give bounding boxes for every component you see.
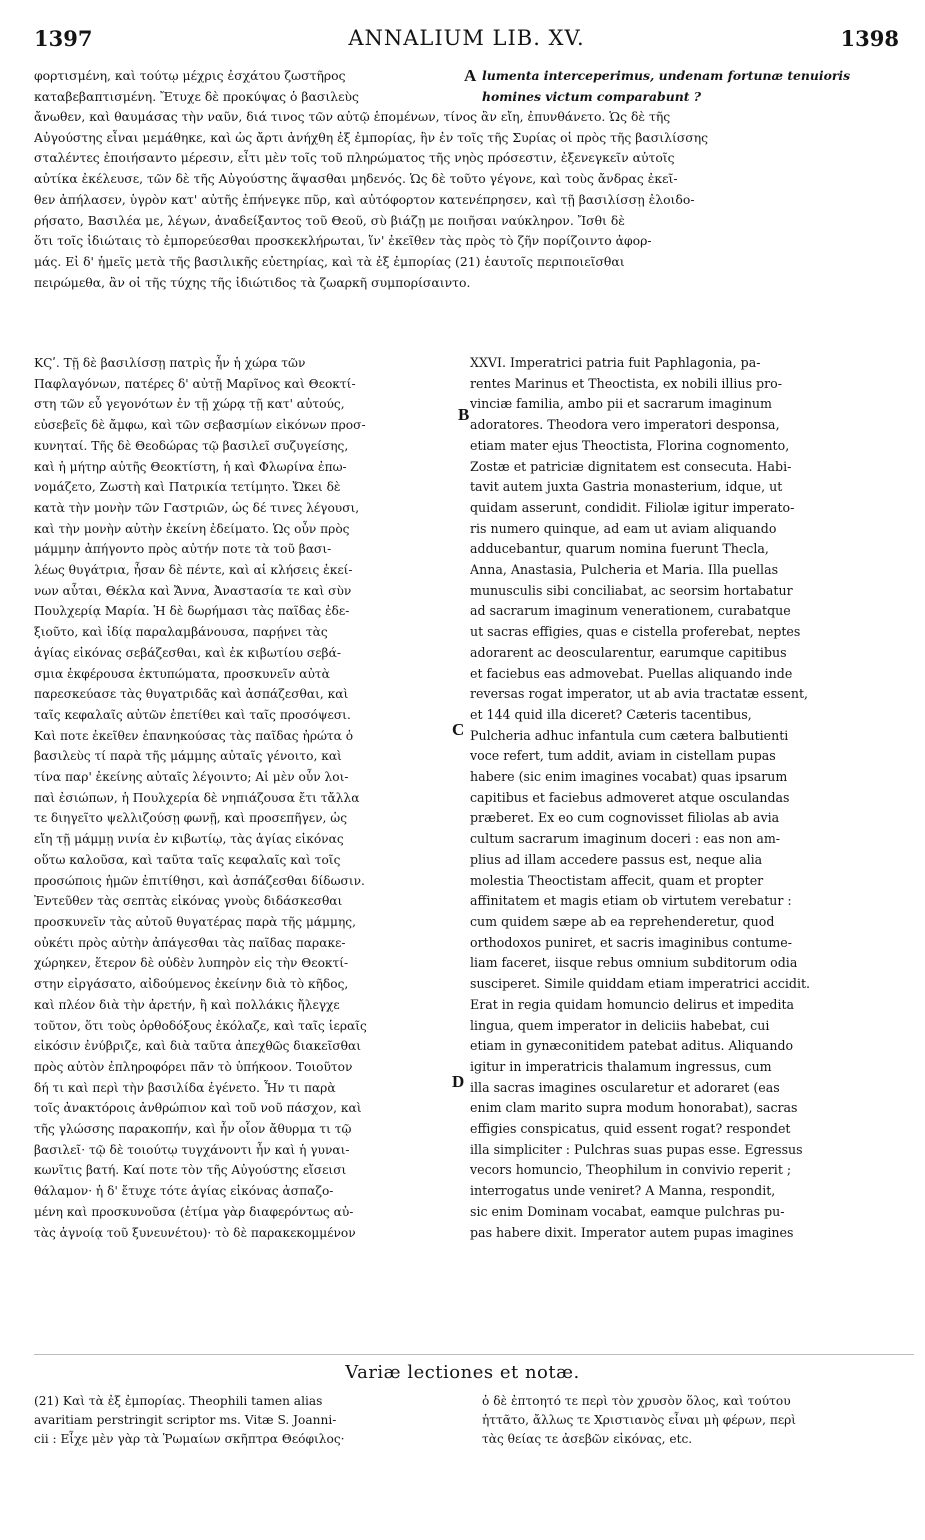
text-line: affinitatem et magis etiam ob virtutem verebatur : bbox=[470, 893, 792, 909]
text-line: illa sacras imagines oscularetur et adoraret (eas bbox=[470, 1079, 780, 1095]
text-line: βασιλεὺς τί παρὰ τῆς μάμμης αὐταῖς γένοιτο, καὶ bbox=[34, 749, 342, 764]
text-line: καὶ πλέον διὰ τὴν ἀρετήν, ἢ καὶ πολλάκις ἤλεγχε bbox=[34, 997, 340, 1012]
text-line: enim clam marito supra modum honorabat), sacras bbox=[470, 1100, 798, 1116]
text-line: adducebantur, quarum nomina fuerunt Thecla, bbox=[470, 541, 769, 557]
text-line: τῆς γλώσσης παρακοπήν, καὶ ἦν οἷον ἄθυρμα τι τῷ bbox=[34, 1122, 352, 1137]
text-line: καταβεβαπτισμένη. Ἔτυχε δὲ προκύψας ὁ βασιλεὺς bbox=[34, 88, 359, 104]
text-line: molestia Theoctistam affecit, quam et propter bbox=[470, 872, 764, 888]
text-line: quidam asserunt, condidit. Filiolæ igitur imperato- bbox=[470, 499, 795, 515]
text-line: adorarent ac deoscularentur, earumque capitibus bbox=[470, 644, 787, 660]
text-line: εἰκόσιν ἐνύβριζε, καὶ διὰ ταῦτα ἀπεχθῶς διακεῖσθαι bbox=[34, 1039, 362, 1054]
text-line: et faciebus eas admovebat. Puellas aliquando inde bbox=[470, 665, 793, 681]
text-line: etiam mater ejus Theoctista, Florina cognomento, bbox=[470, 437, 790, 453]
text-line: vinciæ familia, ambo pii et sacrarum imaginum bbox=[470, 396, 772, 412]
text-line: illa simpliciter : Pulchras suas pupas esse. Egressus bbox=[470, 1141, 803, 1157]
text-line: καὶ τὴν μονὴν αὐτὴν ἐκείνη ἐδείματο. Ὡς οὖν πρὸς bbox=[34, 521, 350, 536]
text-line: vecors homuncio, Theophilum in convivio reperit ; bbox=[470, 1162, 792, 1178]
text-line: οὐκέτι πρὸς αὐτὴν ἀπάγεσθαι τὰς παῖδας παρακε- bbox=[34, 935, 346, 950]
text-line: Πουλχερίᾳ Μαρία. Ἡ δὲ δωρήμασι τὰς παῖδας ἐδε- bbox=[34, 604, 350, 619]
text-line: ἄνωθεν, καὶ θαυμάσας τὴν ναῦν, διά τινος τῶν αὐτῷ ἑπομένων, τίνος ἂν εἴη, ἐπυνθάνετο. Ὡς δὲ τῆς bbox=[34, 109, 671, 124]
running-title: ANNALIUM LIB. XV. bbox=[348, 26, 585, 50]
text-line: ἁγίας εἰκόνας σεβάζεσθαι, καὶ ἐκ κιβωτίου σεβά- bbox=[34, 645, 341, 660]
top-greek-block bbox=[34, 66, 464, 107]
text-line: cultum sacrarum imaginum doceri : eas non am- bbox=[470, 831, 781, 847]
text-line: lumenta interceperimus, undenam fortunæ tenuioris bbox=[482, 68, 851, 83]
text-line: etiam in gynæconitidem patebat aditus. Aliquando bbox=[470, 1038, 794, 1054]
text-line: sic enim Dominam vocabat, eamque pulchras pu- bbox=[470, 1203, 785, 1219]
text-line: πειρώμεθα, ἂν οἱ τῆς τύχης τῆς ἰδιώτιδος τὰ ζωαρκῆ συμπορίσαιντο. bbox=[34, 274, 471, 290]
text-line: μένη καὶ προσκυνοῦσα (ἐτίμα γὰρ διαφερόντως αὐ- bbox=[34, 1204, 354, 1219]
text-line: Pulcheria adhuc infantula cum cætera balbutienti bbox=[470, 727, 789, 743]
text-line: προσκυνεῖν τὰς αὐτοῦ θυγατέρας παρὰ τῆς μάμμης, bbox=[34, 914, 356, 929]
text-line: lingua, quem imperator in deliciis habebat, cui bbox=[470, 1017, 770, 1033]
text-line: ris numero quinque, ad eam ut aviam aliquando bbox=[470, 520, 777, 536]
text-line: πρὸς αὐτὸν ἐπληροφόρει πᾶν τὸ ὑπήκοον. Τοιοῦτον bbox=[34, 1059, 353, 1074]
text-line: δή τι καὶ περὶ τὴν βασιλίδα ἐγένετο. Ἦν τι παρὰ bbox=[34, 1080, 336, 1095]
running-header bbox=[34, 26, 899, 56]
text-line: τὰς ἀγνοίᾳ τοῦ ξυνευνέτου)· τὸ δὲ παρακεκομμένον bbox=[34, 1225, 356, 1240]
text-line: Anna, Anastasia, Pulcheria et Maria. Illa puellas bbox=[470, 562, 779, 578]
top-latin-block bbox=[482, 66, 914, 107]
text-line: μάμμην ἀπήγοντο πρὸς αὐτήν ποτε τὰ τοῦ βασι- bbox=[34, 542, 332, 557]
text-line: pas habere dixit. Imperator autem pupas imagines bbox=[470, 1224, 794, 1240]
text-line: Ἐντεῦθεν τὰς σεπτὰς εἰκόνας γνοὺς διδάσκεσθαι bbox=[34, 894, 343, 909]
text-line: αὐτίκα ἐκέλευσε, τῶν δὲ τῆς Αὐγούστης ἅψασθαι μηδενός. Ὡς δὲ τοῦτο γέγονε, καὶ τοὺς ἄνδρας ἐκεῖ- bbox=[34, 171, 678, 187]
text-line: et 144 quid illa diceret? Cæteris tacentibus, bbox=[470, 706, 752, 722]
text-line: καὶ ἡ μήτηρ αὐτῆς Θεοκτίστη, ἡ καὶ Φλωρίνα ἐπω- bbox=[34, 459, 347, 474]
text-line: homines victum comparabunt ? bbox=[482, 88, 702, 104]
text-line: εἴη τῇ μάμμῃ νινία ἐν κιβωτίῳ, τὰς ἁγίας εἰκόνας bbox=[34, 832, 344, 847]
text-line: igitur in imperatricis thalamum ingressus, cum bbox=[470, 1058, 772, 1074]
text-line: φορτισμένη, καὶ τούτῳ μέχρις ἐσχάτου ζωστῆρος bbox=[34, 68, 346, 83]
text-line: κωνῖτις βατή. Καί ποτε τὸν τῆς Αὐγούστης εἴσεισι bbox=[34, 1163, 347, 1178]
text-line: cum quidem sæpe ab ea reprehenderetur, quod bbox=[470, 913, 775, 929]
text-line: capitibus et faciebus admoveret atque osculandas bbox=[470, 789, 790, 805]
text-line: ut sacras effigies, quas e cistella proferebat, neptes bbox=[470, 624, 801, 640]
text-line: θάλαμον· ἡ δ' ἔτυχε τότε ἁγίας εἰκόνας ἀσπαζο- bbox=[34, 1184, 334, 1199]
text-line: μάς. Εἰ δ' ἡμεῖς μετὰ τῆς βασιλικῆς εὐετηρίας, καὶ τὰ ἐξ ἐμπορίας (21) ἑαυτοῖς περιποιεῖσθαι bbox=[34, 253, 625, 269]
note-line: ὁ δὲ ἐπτοητό τε περὶ τὸν χρυσὸν ὅλος, καὶ τούτου bbox=[482, 1394, 791, 1408]
text-line: στην εἰργάσατο, αἰδούμενος ἐκείνην διὰ τὸ κῆδος, bbox=[34, 977, 349, 992]
section-marker-b: B bbox=[458, 405, 470, 424]
text-line: adoratores. Theodora vero imperatori desponsa, bbox=[470, 417, 780, 433]
text-line: τοῦτον, ὅτι τοὺς ὀρθοδόξους ἐκόλαζε, καὶ ταῖς ἱεραῖς bbox=[34, 1018, 367, 1033]
note-line: (21) Καὶ τὰ ἐξ ἐμπορίας. Theophili tamen alias bbox=[34, 1394, 323, 1408]
text-line: præberet. Ex eo cum cognovisset filiolas ab avia bbox=[470, 810, 780, 826]
text-line: κατὰ τὴν μονὴν τῶν Γαστριῶν, ὡς δέ τινες λέγουσι, bbox=[34, 500, 360, 515]
notes-right-column bbox=[482, 1392, 914, 1449]
text-line: reversas rogat imperator, ut ab avia tractatæ essent, bbox=[470, 686, 809, 702]
text-line: οὕτω καλοῦσα, καὶ ταῦτα ταῖς κεφαλαῖς καὶ τοῖς bbox=[34, 852, 341, 867]
text-line: βασιλεῖ· τῷ δὲ τοιούτῳ τυγχάνοντι ἦν καὶ ἡ γυναι- bbox=[34, 1142, 350, 1157]
text-line: ταῖς κεφαλαῖς αὐτῶν ἐπετίθει καὶ ταῖς προσόψεσι. bbox=[34, 707, 351, 722]
text-line: interrogatus unde veniret? A Manna, respondit, bbox=[470, 1183, 776, 1199]
text-line: τε διηγεῖτο ψελλιζούσῃ φωνῇ, καὶ προσεπῆγεν, ὡς bbox=[34, 811, 348, 826]
section-marker-d: D bbox=[452, 1072, 465, 1091]
latin-column bbox=[470, 353, 914, 1243]
note-line: avaritiam perstringit scriptor ms. Vitæ S. Joanni- bbox=[34, 1413, 337, 1427]
text-line: liam faceret, iisque rebus omnium subditorum odia bbox=[470, 955, 798, 971]
page-number-left: 1397 bbox=[34, 26, 93, 51]
note-line: ἡττᾶτο, ἄλλως τε Χριστιανὸς εἶναι μὴ φέρων, περὶ bbox=[482, 1413, 797, 1427]
notes-divider bbox=[34, 1354, 914, 1355]
text-line: ad sacrarum imaginum venerationem, curabatque bbox=[470, 603, 791, 619]
text-line: XXVI. Imperatrici patria fuit Paphlagonia, pa- bbox=[470, 355, 761, 370]
text-line: voce refert, tum addit, aviam in cistellam pupas bbox=[470, 748, 776, 764]
text-line: ξιοῦτο, καὶ ἰδίᾳ παραλαμβάνουσα, παρῄνει τὰς bbox=[34, 625, 328, 640]
section-marker-a: A bbox=[464, 66, 477, 85]
page-number-right: 1398 bbox=[840, 26, 899, 51]
greek-column bbox=[34, 353, 458, 1243]
text-line: orthodoxos puniret, et sacris imaginibus contume- bbox=[470, 934, 792, 950]
text-line: παρεσκεύασε τὰς θυγατριδᾶς καὶ ἀσπάζεσθαι, καὶ bbox=[34, 687, 349, 702]
text-line: effigies conspicatus, quid essent rogat? respondet bbox=[470, 1121, 791, 1137]
text-line: νομάζετο, Ζωστὴ καὶ Πατρικία τετίμητο. Ὤκει δὲ bbox=[34, 480, 341, 495]
notes-left-column bbox=[34, 1392, 464, 1449]
section-marker-c: C bbox=[452, 720, 465, 739]
text-line: rentes Marinus et Theoctista, ex nobili illius pro- bbox=[470, 375, 782, 391]
text-line: Erat in regia quidam homuncio delirus et impedita bbox=[470, 996, 795, 1012]
text-line: λέως θυγάτρια, ἦσαν δὲ πέντε, καὶ αἱ κλήσεις ἐκεί- bbox=[34, 563, 353, 578]
text-line: τίνα παρ' ἐκείνης αὐταῖς λέγοιντο; Αἱ μὲν οὖν λοι- bbox=[34, 770, 349, 785]
text-line: σμια ἐκφέρουσα ἐκτυπώματα, προσκυνεῖν αὐτὰ bbox=[34, 666, 330, 681]
text-line: κυνηταί. Τῆς δὲ Θεοδώρας τῷ βασιλεῖ συζυγείσης, bbox=[34, 438, 349, 453]
text-line: Zostæ et patriciæ dignitatem est consecuta. Habi- bbox=[470, 458, 792, 474]
text-line: tavit autem juxta Gastria monasterium, idque, ut bbox=[470, 479, 783, 495]
text-line: plius ad illam accedere passus est, neque alia bbox=[470, 851, 763, 867]
text-line: ΚϚʹ. Τῇ δὲ βασιλίσσῃ πατρὶς ἦν ἡ χώρα τῶν bbox=[34, 356, 306, 370]
full-width-greek-text bbox=[34, 107, 914, 293]
text-line: susciperet. Simile quiddam etiam imperatrici accidit. bbox=[470, 976, 811, 992]
text-line: ρήσατο, Βασιλέα με, λέγων, ἀναδείξαντος τοῦ Θεοῦ, σὺ βιάζῃ με ποιῆσαι ναύκληρον. Ἴσθι δὲ bbox=[34, 212, 625, 228]
text-line: στη τῶν εὖ γεγονότων ἐν τῇ χώρᾳ τῇ κατ' αὐτούς, bbox=[34, 397, 345, 412]
text-line: νων αὗται, Θέκλα καὶ Ἄννα, Ἀναστασία τε καὶ σὺν bbox=[34, 583, 352, 598]
text-line: θεν ἀπήλασεν, ὑγρὸν κατ' αὐτῆς ἐπήνεγκε πῦρ, καὶ αὐτόφορτον κατενέπρησεν, καὶ τῇ βασιλίσσῃ ἐλοιδο- bbox=[34, 191, 695, 207]
text-line: παὶ ἐσιώπων, ἡ Πουλχερία δὲ νηπιάζουσα ἔτι τἄλλα bbox=[34, 790, 360, 805]
note-line: cii : Εἶχε μὲν γὰρ τὰ Ῥωμαίων σκῆπτρα Θεόφιλος· bbox=[34, 1432, 345, 1446]
text-line: σταλέντες ἐποιήσαντο μέρεσιν, εἶτι μὲν τοῖς τοῦ πληρώματος τῆς νηὸς πρόσεστιν, ἐξενεγκεῖν αὐτοῖς bbox=[34, 150, 675, 166]
text-line: munusculis sibi conciliabat, ac seorsim hortabatur bbox=[470, 582, 793, 598]
text-line: προσώποις ἡμῶν ἐπιτίθησι, καὶ ἀσπάζεσθαι δίδωσιν. bbox=[34, 873, 365, 888]
note-line: τὰς θείας τε ἀσεβῶν εἰκόνας, etc. bbox=[482, 1432, 693, 1446]
text-line: Παφλαγόνων, πατέρες δ' αὐτῇ Μαρῖνος καὶ Θεοκτί- bbox=[34, 376, 356, 391]
text-line: χώρηκεν, ἕτερον δὲ οὐδὲν λυπηρὸν εἰς τὴν Θεοκτί- bbox=[34, 956, 349, 971]
text-line: τοῖς ἀνακτόροις ἀνθρώπιον καὶ τοῦ νοῦ πάσχον, καὶ bbox=[34, 1101, 362, 1116]
notes-heading: Variæ lectiones et notæ. bbox=[345, 1362, 580, 1383]
text-line: ὅτι τοῖς ἰδιώταις τὸ ἐμπορεύεσθαι προσκεκλήρωται, ἵν' ἐκεῖθεν τὰς πρὸς τὸ ζῆν πορίζοιντο ἀφορ- bbox=[34, 233, 652, 249]
text-line: Καὶ ποτε ἐκεῖθεν ἐπανηκούσας τὰς παῖδας ἠρώτα ὁ bbox=[34, 728, 354, 743]
text-line: Αὐγούστης εἶναι μεμάθηκε, καὶ ὡς ἄρτι ἀνήχθη ἐξ ἐμπορίας, ἣν ἐν τοῖς τῆς Συρίας οἱ πρὸς τῆς βασιλίσσης bbox=[34, 129, 709, 145]
text-line: εὐσεβεῖς δὲ ἄμφω, καὶ τῶν σεβασμίων εἰκόνων προσ- bbox=[34, 418, 366, 433]
text-line: habere (sic enim imagines vocabat) quas ipsarum bbox=[470, 769, 788, 785]
